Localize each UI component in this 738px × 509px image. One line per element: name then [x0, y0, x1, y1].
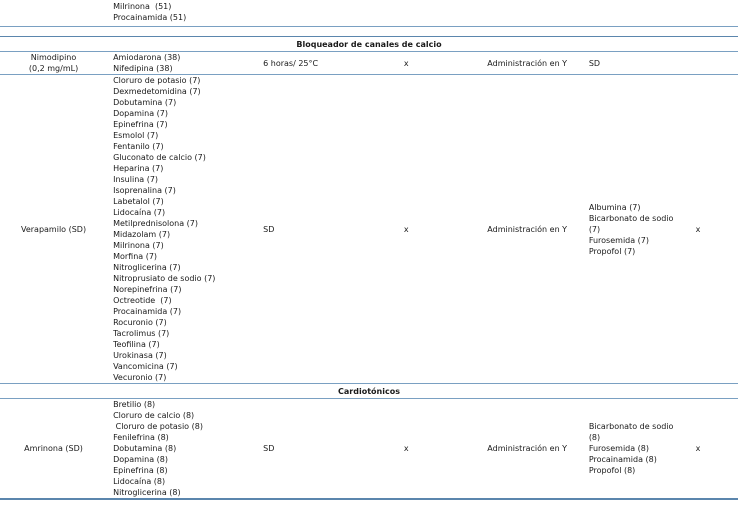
- table-row: [0, 75, 738, 384]
- mark: x: [688, 399, 738, 500]
- mark: x: [363, 75, 449, 384]
- incompatible: SD: [587, 52, 688, 75]
- table-row: [0, 399, 738, 500]
- compatible-list: Milrinona (51) Procainamida (51): [107, 0, 256, 27]
- section-title: Bloqueador de canales de calcio: [0, 37, 738, 52]
- table-row: [0, 0, 738, 27]
- mark: x: [688, 75, 738, 384]
- stability: 6 horas/ 25°C: [256, 52, 363, 75]
- section-header: [0, 384, 738, 399]
- drug-name: Nimodipino (0,2 mg/mL): [0, 52, 107, 75]
- administration: Administración en Y: [449, 52, 587, 75]
- drug-name: Verapamilo (SD): [0, 75, 107, 384]
- drug-name: Amrinona (SD): [0, 399, 107, 500]
- incompatible-list: Bicarbonato de sodio (8) Furosemida (8) Procainamida (8) Propofol (8): [587, 399, 688, 500]
- compatible-list: Amiodarona (38) Nifedipina (38): [107, 52, 256, 75]
- compatible-list: Cloruro de potasio (7) Dexmedetomidina (7) Dobutamina (7) Dopamina (7) Epinefrina (7) Esmolol (7) Fentanilo (7) Gluconato de calcio (7) Heparina (7) Insulina (7) Isoprenalina (7) Labetalol (7) Lidocaína (7) Metilprednisolona (7) Midazolam (7) Milrinona (7) Morfina (7) Nitroglicerina (7) Nitroprusiato de sodio (7) Norepinefrina (7) Octreotide (7) Procainamida (7) Rocuronio (7) Tacrolimus (7) Teofilina (7) Urokinasa (7) Vancomicina (7) Vecuronio (7): [107, 75, 256, 384]
- administration: Administración en Y: [449, 75, 587, 384]
- mark: x: [363, 52, 449, 75]
- administration: Administración en Y: [449, 399, 587, 500]
- stability: SD: [256, 399, 363, 500]
- section-header: [0, 37, 738, 52]
- table-row: [0, 52, 738, 75]
- section-title: Cardiotónicos: [0, 384, 738, 399]
- incompatible-list: Albumina (7) Bicarbonato de sodio (7) Furosemida (7) Propofol (7): [587, 75, 688, 384]
- mark: x: [363, 399, 449, 500]
- stability: SD: [256, 75, 363, 384]
- compatible-list: Bretilio (8) Cloruro de calcio (8) Cloruro de potasio (8) Fenilefrina (8) Dobutamina (8) Dopamina (8) Epinefrina (8) Lidocaína (8) Nitroglicerina (8): [107, 399, 256, 500]
